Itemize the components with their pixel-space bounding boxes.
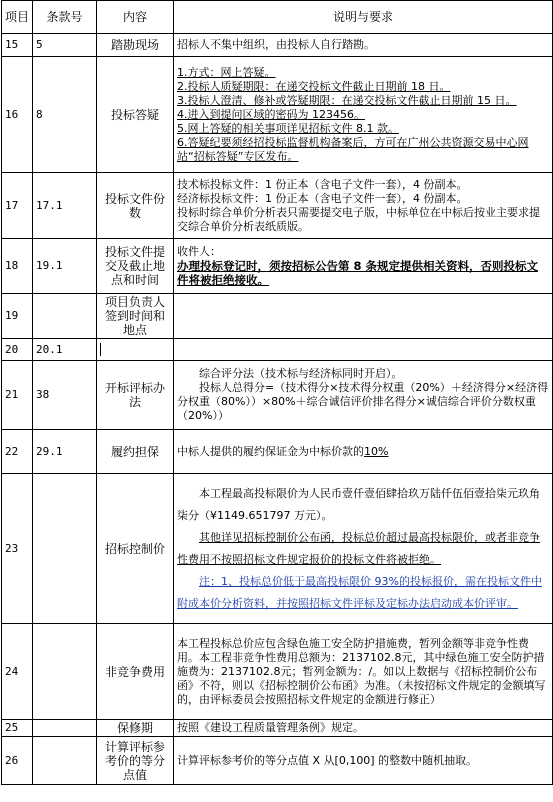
row-clause: 8 <box>33 57 97 173</box>
table-row <box>2 294 553 339</box>
row-clause: 29.1 <box>33 430 97 474</box>
table-row <box>2 57 553 173</box>
description-line: 1.方式：网上答疑。 <box>177 65 276 79</box>
table-header-row <box>2 1 553 34</box>
table-row <box>2 361 553 430</box>
table-row <box>2 624 553 720</box>
row-clause: 19.1 <box>33 239 97 294</box>
description-line: 4.进入到提问区域的密码为 123456。 <box>177 107 365 121</box>
table-row <box>2 173 553 239</box>
row-content: 踏勘现场 <box>97 34 174 57</box>
row-description <box>174 624 553 720</box>
row-content: 招标控制价 <box>97 474 174 624</box>
row-no: 26 <box>2 737 33 785</box>
row-content: 保修期 <box>97 720 174 737</box>
row-content: 投标答疑 <box>97 57 174 173</box>
row-content: 履约担保 <box>97 430 174 474</box>
description-line: 招标人不集中组织，由投标人自行踏勘。 <box>177 38 375 51</box>
row-description[interactable] <box>174 339 553 361</box>
row-no: 20 <box>2 339 33 361</box>
row-description <box>174 474 553 624</box>
row-clause: 20.1 <box>33 339 97 361</box>
description-line: 计算评标参考价的等分点值 X 从[0,100] 的整数中随机抽取。 <box>177 753 478 767</box>
row-no: 17 <box>2 173 33 239</box>
row-no: 19 <box>2 294 33 339</box>
table-row <box>2 474 553 624</box>
description-line: 本工程投标总价应包含绿色施工安全防护措施费，暂列金额等非竞争性费用。本工程非竞争性费用总额为：2137102.8元，其中绿色施工安全防护措施费为：2137102.8元；暂列金额为：/。如以上数据与《招标控制价公布函》不符，则以《招标控制价公布函》为准。（未按招标文件规定的金额填写的，由评标委员会按照招标文件规定的金额进行修正） <box>177 636 546 706</box>
row-description <box>174 737 553 785</box>
description-line: 3.投标人澄清、修补或答疑期限：在递交投标文件截止日期前 15 日。 <box>177 93 517 107</box>
text-cursor <box>100 343 101 356</box>
table-row <box>2 737 553 785</box>
description-line: 5.网上答疑的相关事项详见招标文件 8.1 款。 <box>177 121 399 135</box>
table-row <box>2 720 553 737</box>
row-description <box>174 430 553 474</box>
row-content: 投标文件提交及截止地点和时间 <box>97 239 174 294</box>
description-line: 经济标投标文件：1 份正本（含电子文件一套），4 份副本。 <box>177 191 468 205</box>
row-content[interactable] <box>97 339 174 361</box>
description-line: 6.答疑纪要须经招投标监督机构备案后，方可在广州公共资源交易中心网站“招标答疑”专区发布。 <box>177 135 529 163</box>
row-content: 计算评标参考价的等分点值 <box>97 737 174 785</box>
table-row <box>2 430 553 474</box>
description-line: 2.投标人质疑期限：在递交投标文件截止日期前 18 日。 <box>177 79 451 93</box>
row-no: 15 <box>2 34 33 57</box>
row-description[interactable] <box>174 294 553 339</box>
table-row <box>2 339 553 361</box>
row-no: 16 <box>2 57 33 173</box>
row-description <box>174 173 553 239</box>
description-line: 综合评分法（技术标与经济标同时开启）。 <box>199 367 403 380</box>
row-description <box>174 361 553 430</box>
row-no: 24 <box>2 624 33 720</box>
row-no: 18 <box>2 239 33 294</box>
row-content: 投标文件份数 <box>97 173 174 239</box>
row-clause <box>33 294 97 339</box>
table-row <box>2 239 553 294</box>
tender-data-table <box>1 0 553 785</box>
header-no: 项目 <box>2 1 33 34</box>
row-no: 23 <box>2 474 33 624</box>
recipient-label: 收件人： <box>177 245 221 258</box>
header-description: 说明与要求 <box>174 1 553 34</box>
row-no: 21 <box>2 361 33 430</box>
row-clause: 17.1 <box>33 173 97 239</box>
row-content: 非竞争费用 <box>97 624 174 720</box>
description-line: 投标人总得分=（技术得分×技术得分权重（20%）＋经济得分×经济得分权重（80%））×80%＋综合诚信评价排名得分×诚信综合评价分数权重（20%）） <box>177 381 549 422</box>
row-content: 开标评标办法 <box>97 361 174 430</box>
row-clause <box>33 474 97 624</box>
row-description <box>174 57 553 173</box>
registration-warning: 办理投标登记时，须按招标公告第 8 条规定提供相关资料，否则投标文件将被拒绝接收。 <box>177 259 539 287</box>
description-line: 技术标投标文件：1 份正本（含电子文件一套），4 份副本。 <box>177 177 468 191</box>
row-description <box>174 720 553 737</box>
row-description <box>174 34 553 57</box>
row-clause: 5 <box>33 34 97 57</box>
description-note: 注：1、投标总价低于最高投标限价 93%的投标报价，需在投标文件中附成本价分析资料，并按照招标文件评标及定标办法启动成本价评审。 <box>177 574 542 610</box>
row-no: 25 <box>2 720 33 737</box>
header-content: 内容 <box>97 1 174 34</box>
description-line: 本工程最高投标限价为人民币壹仟壹佰肆拾玖万陆仟伍佰壹拾柒元玖角柒分（¥1149.651797 万元）。 <box>177 486 540 522</box>
description-text: 中标人提供的履约保证金为中标价款的 <box>177 444 364 458</box>
table-row <box>2 34 553 57</box>
row-no: 22 <box>2 430 33 474</box>
description-line: 投标时综合单价分析表只需要提交电子版，中标单位在中标后按业主要求提交综合单价分析表纸质版。 <box>177 205 540 233</box>
header-clause: 条款号 <box>33 1 97 34</box>
row-clause: 38 <box>33 361 97 430</box>
description-line: 按照《建设工程质量管理条例》规定。 <box>177 721 364 734</box>
row-description <box>174 239 553 294</box>
row-clause <box>33 720 97 737</box>
bond-percentage: 10% <box>364 444 389 458</box>
row-clause <box>33 624 97 720</box>
row-content: 项目负责人签到时间和地点 <box>97 294 174 339</box>
description-line: 其他详见招标控制价公布函，投标总价超过最高投标限价，或者非竞争性费用不按照招标文件规定报价的投标文件将被拒绝。 <box>177 530 540 566</box>
row-clause <box>33 737 97 785</box>
